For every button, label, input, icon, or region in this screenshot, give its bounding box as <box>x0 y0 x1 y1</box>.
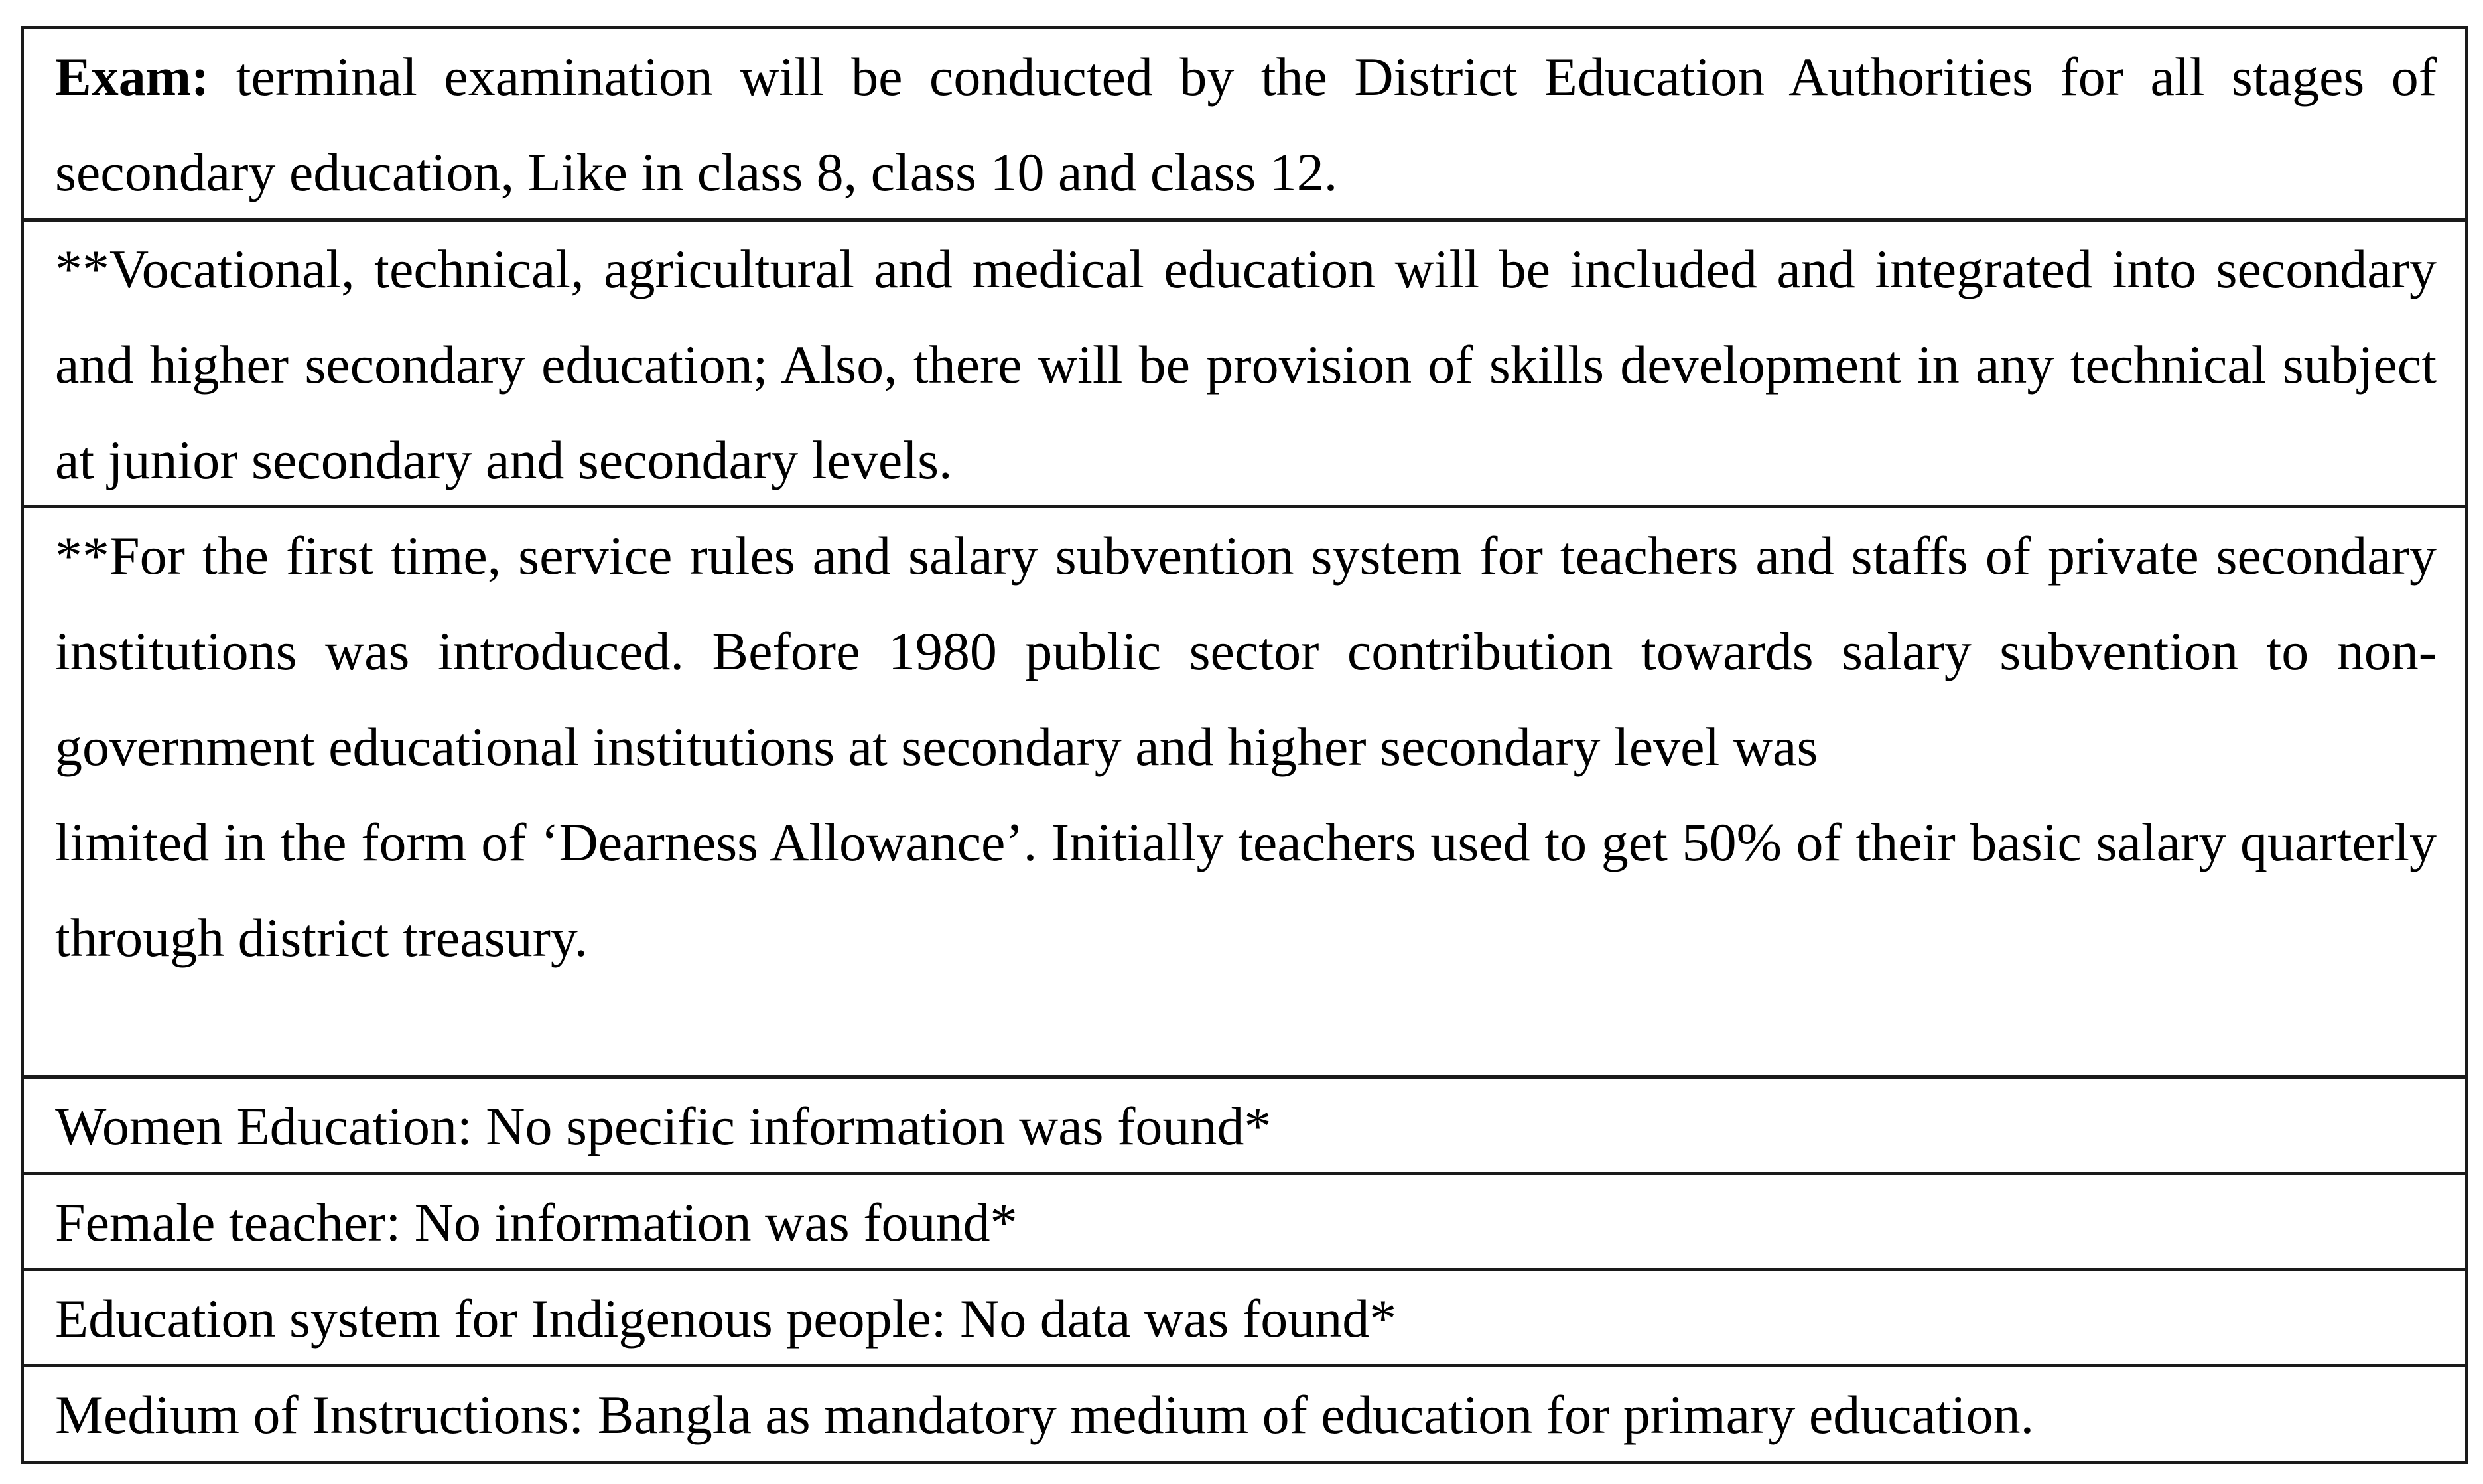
row-text-exam: terminal examination will be conducted by the District Education Authorities for all stages of secondary education, Like in class 8, class 10 and class 12. <box>55 46 2437 202</box>
row-text-service-rules-part1: **For the first time, service rules and salary subvention system for teachers and staffs of private secondary institutions was introduced. Before 1980 public sector contribution towards salary subvention to non- government educational institutions at secondary and higher secondary level was <box>55 525 2437 777</box>
table-row-indigenous <box>24 1268 2465 1364</box>
row-text-women-education: Women Education: No specific information was found* <box>55 1096 1272 1156</box>
row-text-vocational: **Vocational, technical, agricultural and medical education will be included and integrated into secondary and higher secondary education; Also, there will be provision of skills development in any technical subject at junior secondary and secondary levels. <box>55 239 2437 490</box>
document-table <box>21 26 2468 1464</box>
row-text-indigenous: Education system for Indigenous people: No data was found* <box>55 1288 1397 1349</box>
table-row-female-teacher <box>24 1172 2465 1268</box>
row-text-medium: Medium of Instructions: Bangla as mandatory medium of education for primary education. <box>55 1384 2035 1445</box>
table-row-vocational <box>24 218 2465 505</box>
table-row-exam <box>24 29 2465 218</box>
table-row-service-rules <box>24 505 2465 1075</box>
table-row-medium <box>24 1364 2465 1461</box>
row-label-exam: Exam: <box>55 46 210 107</box>
table-row-women-education <box>24 1075 2465 1172</box>
row-text-service-rules-part2: limited in the form of ‘Dearness Allowance’. Initially teachers used to get 50% of their basic salary quarterly through district treasury. <box>55 812 2437 968</box>
row-text-female-teacher: Female teacher: No information was found* <box>55 1192 1018 1252</box>
